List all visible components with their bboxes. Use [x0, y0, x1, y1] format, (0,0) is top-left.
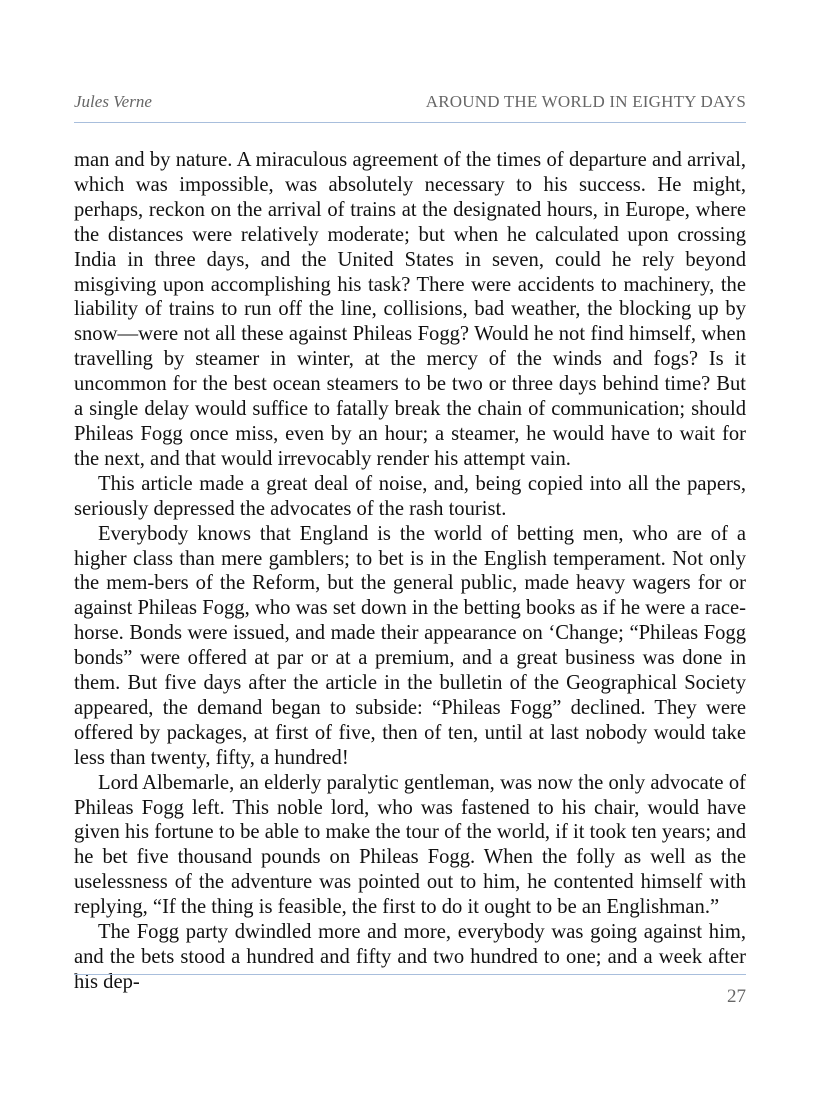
paragraph-last: The Fogg party dwindled more and more, everybody was going against him, and the bets stood a hundred and fifty and two hundred to one; and a week after his dep- [74, 921, 746, 993]
paragraph: Everybody knows that England is the world of betting men, who are of a higher class than mere gamblers; to bet is in the English temperament. Not only the mem-bers of the Reform, but the general public, made heavy wagers for or against Phileas Fogg, who was set down in the betting books as if he were a race-horse. Bonds were issued, and made their appearance on ‘Change; “Phileas Fogg bonds” were offered at par or at a premium, and a great business was done in them. But five days after the article in the bulletin of the Geographical Society appeared, the demand began to subside: “Phileas Fogg” declined. They were offered by packages, at first of five, then of ten, until at last nobody would take less than twenty, fifty, a hundred! [74, 522, 746, 769]
paragraph: This article made a great deal of noise, and, being copied into all the papers, seriously depressed the advocates of the rash tourist. [74, 472, 746, 520]
page-number: 27 [727, 986, 746, 1007]
header-author: Jules Verne [74, 92, 152, 111]
footer-divider [74, 974, 746, 975]
header-divider [74, 122, 746, 123]
paragraph: Lord Albemarle, an elderly paralytic gentleman, was now the only advocate of Phileas Fogg left. This noble lord, who was fastened to his chair, would have given his fortune to be able to make the tour of the world, if it took ten years; and he bet five thousand pounds on Phileas Fogg. When the folly as well as the uselessness of the adventure was pointed out to him, he contented himself with replying, “If the thing is feasible, the first to do it ought to be an Englishman.” [74, 771, 746, 919]
header-book-title: AROUND THE WORLD IN EIGHTY DAYS [425, 92, 746, 111]
running-header [74, 92, 746, 118]
page-body [74, 148, 746, 995]
paragraph-continued: man and by nature. A miraculous agreement of the times of departure and arrival, which was impossible, was absolutely necessary to his success. He might, perhaps, reckon on the arrival of trains at the designated hours, in Europe, where the distances were relatively moderate; but when he calculated upon crossing India in three days, and the United States in seven, could he rely beyond misgiving upon accomplishing his task? There were accidents to machinery, the liability of trains to run off the line, collisions, bad weather, the blocking up by snow—were not all these against Phileas Fogg? Would he not find himself, when travelling by steamer in winter, at the mercy of the winds and fogs? Is it uncommon for the best ocean steamers to be two or three days behind time? But a single delay would suffice to fatally break the chain of communication; should Phileas Fogg once miss, even by an hour; a steamer, he would have to wait for the next, and that would irrevocably render his attempt vain. [74, 149, 746, 470]
